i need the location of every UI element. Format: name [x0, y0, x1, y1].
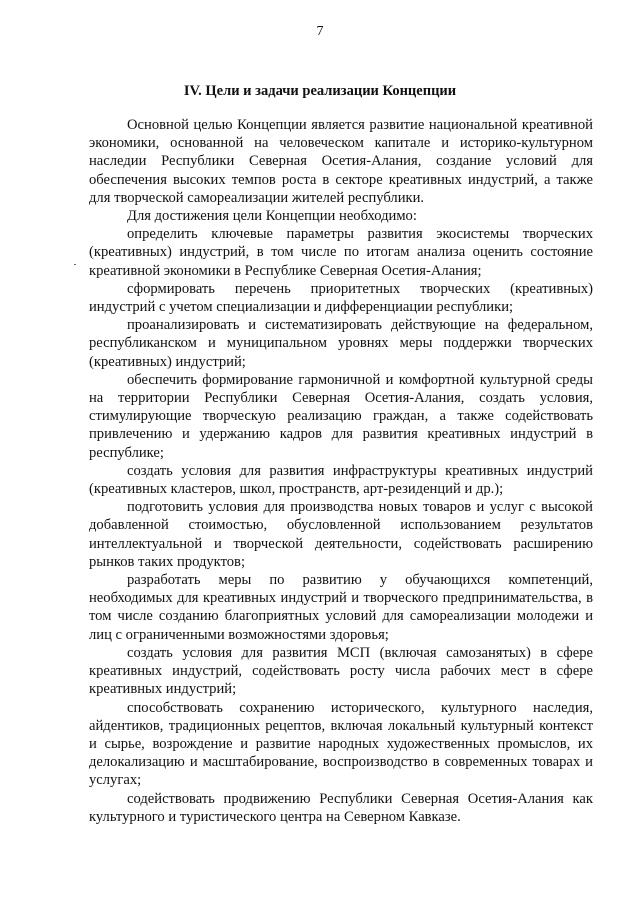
paragraph: Основной целью Концепции является развитие национальной креативной экономики, основанной на человеческом капитале и историко-культурном наследии Республики Северная Осетия-Алания, создание условий для обеспечения высоких темпов роста в секторе креативных индустрий, а также для творческой самореализации жителей республики.: [89, 117, 593, 206]
scan-artifact: [74, 264, 76, 265]
paragraph: определить ключевые параметры развития экосистемы творческих (креативных) индустрий, в том числе по итогам анализа оценить состояние креативной экономики в Республике Северная Осетия-Алания;: [89, 226, 593, 279]
paragraph: подготовить условия для производства новых товаров и услуг с высокой добавленной стоимостью, обусловленной использованием результатов интеллектуальной и творческой деятельности, содействовать расширению рынков таких продуктов;: [89, 499, 593, 570]
paragraph: разработать меры по развитию у обучающихся компетенций, необходимых для креативных индустрий и творческого предпринимательства, в том числе созданию благоприятных условий для самореализации молодежи и лиц с ограниченными возможностями здоровья;: [89, 572, 593, 643]
body-text: [89, 116, 593, 826]
section-heading: IV. Цели и задачи реализации Концепции: [183, 83, 457, 99]
paragraph: сформировать перечень приоритетных творческих (креативных) индустрий с учетом специализации и дифференциации республики;: [89, 280, 593, 316]
paragraph: обеспечить формирование гармоничной и комфортной культурной среды на территории Республики Северная Осетия-Алания, создать условия, стимулирующие творческую реализацию граждан, а также содействовать привлечению и удержанию кадров для развития креативных индустрий в республике;: [89, 371, 593, 461]
paragraph: Для достижения цели Концепции необходимо:: [127, 208, 417, 225]
paragraph: создать условия для развития инфраструктуры креативных индустрий (креативных кластеров, школ, пространств, арт-резиденций и др.);: [89, 462, 593, 498]
page-number: 7: [316, 24, 324, 39]
paragraph: содействовать продвижению Республики Северная Осетия-Алания как культурного и туристического центра на Северном Кавказе.: [89, 790, 593, 825]
paragraph: создать условия для развития МСП (включая самозанятых) в сфере креативных индустрий, содействовать росту числа рабочих мест в сфере креативных индустрий;: [89, 644, 593, 698]
paragraph: способствовать сохранению исторического, культурного наследия, айдентиков, традиционных рецептов, включая локальный культурный контекст и сырье, возрождение и развитие народных художественных промыслов, их делокализацию и масштабирование, воспроизводство в современных товарах и услугах;: [89, 699, 593, 789]
paragraph: проанализировать и систематизировать действующие на федеральном, республиканском и муниципальном уровнях меры поддержки творческих (креативных) индустрий;: [89, 317, 593, 370]
